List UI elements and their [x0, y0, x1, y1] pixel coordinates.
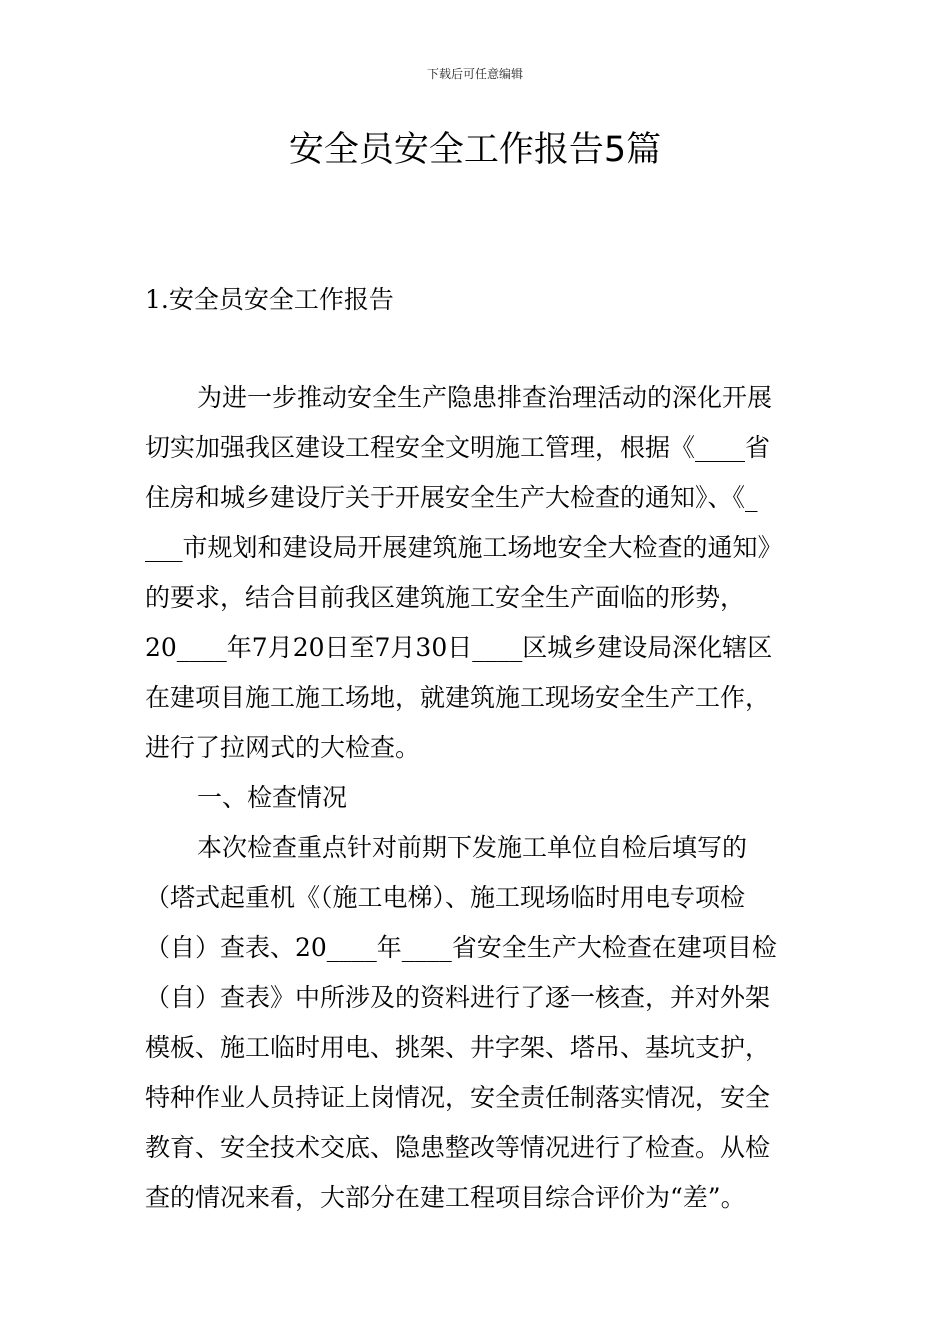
paragraph-1: [145, 373, 805, 773]
paragraph-2-line-3: （自）查表、20____年____省安全生产大检查在建项目检: [145, 933, 777, 962]
paragraph-2-line-4: （自）查表》中所涉及的资料进行了逐一核查，并对外架: [145, 983, 771, 1012]
document-title: 安全员安全工作报告5篇: [288, 130, 662, 170]
paragraph-2-line-6: 特种作业人员持证上岗情况，安全责任制落实情况，安全: [145, 1083, 771, 1112]
paragraph-1-line-3: 住房和城乡建设厅关于开展安全生产大检查的通知》、《_: [145, 483, 758, 512]
paragraph-1-line-4: ___市规划和建设局开展建筑施工场地安全大检查的通知》: [145, 533, 783, 562]
paragraph-2: [145, 823, 805, 1223]
paragraph-2-line-8: 查的情况来看，大部分在建工程项目综合评价为“差”。: [145, 1183, 746, 1212]
paragraph-1-line-1: 为进一步推动安全生产隐患排查治理活动的深化开展: [197, 383, 773, 412]
section-heading: 1.安全员安全工作报告: [145, 285, 394, 314]
paragraph-2-line-7: 教育、安全技术交底、隐患整改等情况进行了检查。从检: [145, 1133, 771, 1162]
paragraph-2-line-5: 模板、施工临时用电、挑架、井字架、塔吊、基坑支护，: [145, 1033, 771, 1062]
header-note: 下载后可任意编辑: [426, 67, 523, 81]
subheading-text: 一、检查情况: [197, 783, 348, 812]
paragraph-2-line-1: 本次检查重点针对前期下发施工单位自检后填写的: [197, 833, 748, 862]
subheading-inspection: [145, 773, 805, 823]
paragraph-1-line-5: 的要求，结合目前我区建筑施工安全生产面临的形势，: [145, 583, 746, 612]
paragraph-1-line-6: 20____年7月20日至7月30日____区城乡建设局深化辖区: [145, 633, 773, 662]
paragraph-1-line-7: 在建项目施工施工场地，就建筑施工现场安全生产工作，: [145, 683, 771, 712]
paragraph-2-line-2: （塔式起重机《（施工电梯）、施工现场临时用电专项检: [145, 883, 746, 912]
paragraph-1-line-8: 进行了拉网式的大检查。: [145, 733, 421, 762]
paragraph-1-line-2: 切实加强我区建设工程安全文明施工管理，根据《____省: [145, 433, 771, 462]
